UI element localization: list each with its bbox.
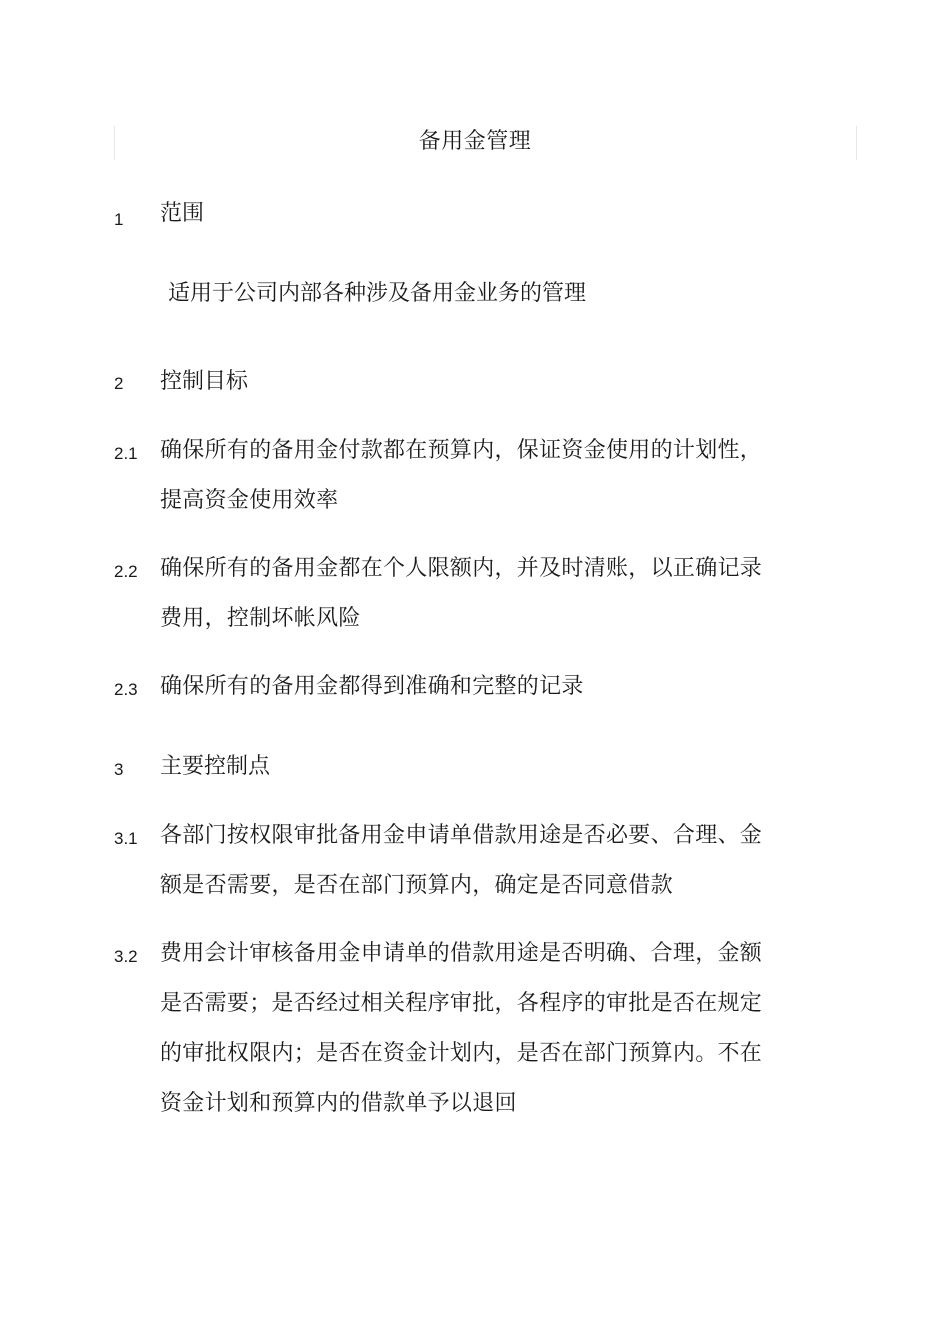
body-line: 是否需要；是否经过相关程序审批，各程序的审批是否在规定: [160, 991, 763, 1016]
section-heading: 主要控制点: [160, 754, 271, 779]
body-line: 提高资金使用效率: [160, 488, 339, 513]
body-line: 额是否需要，是否在部门预算内，确定是否同意借款: [160, 873, 673, 898]
scope-text: 适用于公司内部各种涉及备用金业务的管理: [168, 281, 587, 306]
body-line: 的审批权限内；是否在资金计划内，是否在部门预算内。不在: [160, 1041, 763, 1066]
section-number: 1: [114, 210, 124, 229]
section-number: 2: [114, 374, 124, 393]
section-number: 3.2: [114, 947, 138, 966]
section-number: 3: [114, 760, 124, 779]
section-heading: 范围: [160, 201, 205, 226]
section-body: [160, 426, 784, 526]
section-number: 2.2: [114, 562, 138, 581]
section-body: [160, 544, 784, 644]
body-line: 资金计划和预算内的借款单予以退回: [160, 1091, 517, 1116]
body-line: 确保所有的备用金付款都在预算内，保证资金使用的计划性，: [160, 438, 763, 463]
section-number: 3.1: [114, 829, 138, 848]
body-line: 费用会计审核备用金申请单的借款用途是否明确、合理，金额: [160, 941, 763, 966]
document-title: 备用金管理: [418, 129, 532, 154]
section-heading: 控制目标: [160, 369, 249, 394]
body-line: 各部门按权限审批备用金申请单借款用途是否必要、合理、金: [160, 823, 763, 848]
section-number: 2.3: [114, 680, 138, 699]
body-line: 确保所有的备用金都得到准确和完整的记录: [160, 674, 584, 699]
section-body: [160, 662, 784, 712]
body-line: 确保所有的备用金都在个人限额内，并及时清账，以正确记录: [160, 556, 763, 581]
section-body: [160, 929, 784, 1129]
section-number: 2.1: [114, 444, 138, 463]
section-body: [160, 811, 784, 911]
body-line: 费用，控制坏帐风险: [160, 606, 361, 631]
